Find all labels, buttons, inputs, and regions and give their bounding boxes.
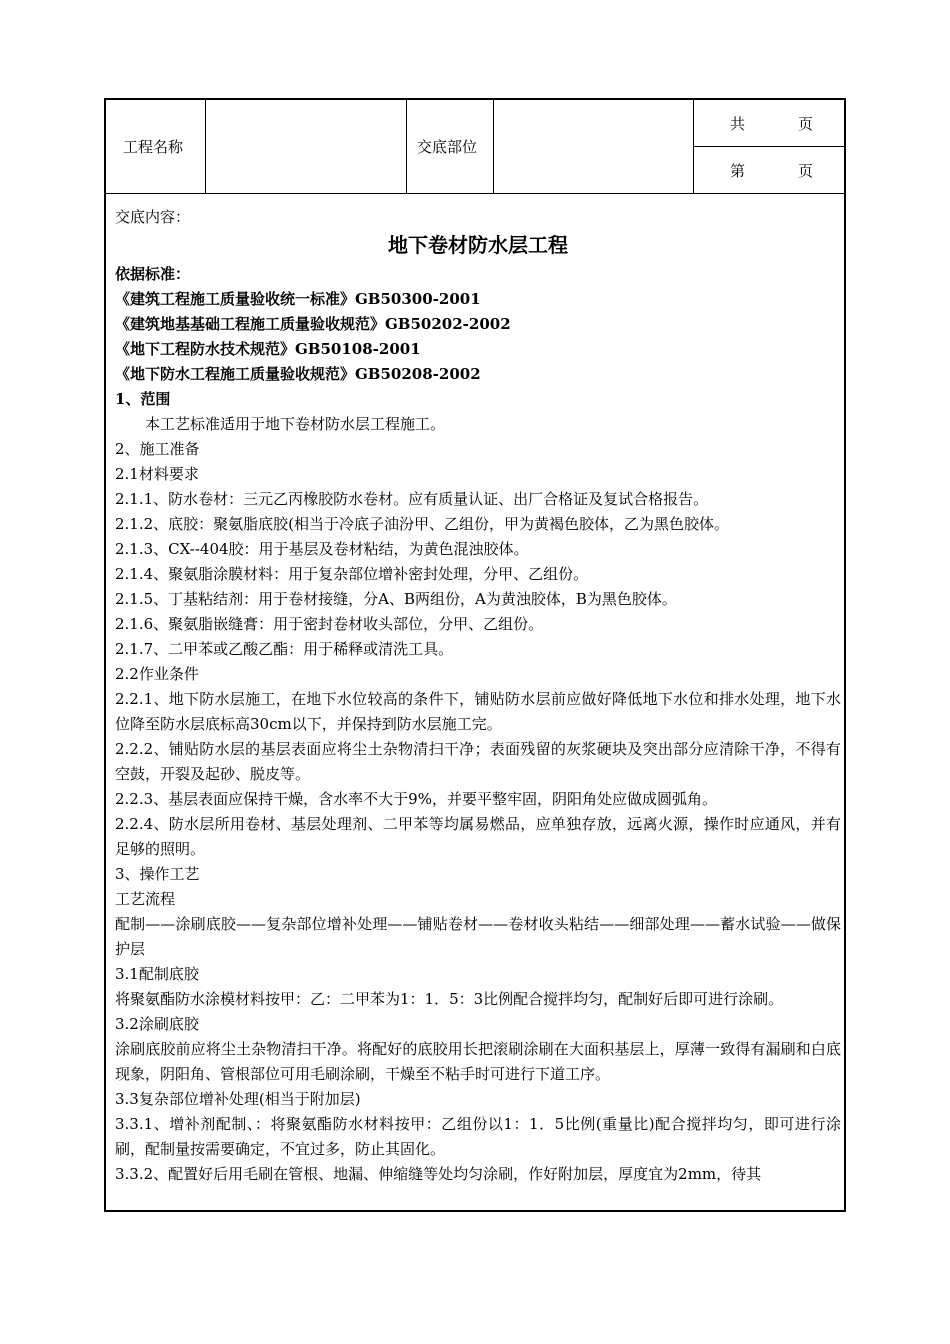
intro-label: 交底内容： [115, 208, 191, 226]
section-3-1-title: 3.1配制底胶 [115, 965, 199, 983]
condition-item: 2.2.3、基层表面应保持干燥，含水率不大于9%，并要平整牢固，阴阳角处应做成圆弧角。 [115, 790, 717, 808]
standard-item: 《地下防水工程施工质量验收规范》GB50208-2002 [115, 365, 481, 383]
section-3-1-text: 将聚氨酯防水涂模材料按甲：乙：二甲苯为1：1．5：3比例配合搅拌均匀，配制好后即可进行涂刷。 [115, 990, 784, 1008]
section-2-2-title: 2.2作业条件 [115, 665, 199, 683]
reinforce-item: 3.3.1、增补剂配制、：将聚氨酯防水材料按甲：乙组份以1：1．5比例(重量比)配合搅拌均匀，即可进行涂刷，配制量按需要确定，不宜过多，防止其固化。 [115, 1115, 841, 1158]
section-2-1-title: 2.1材料要求 [115, 465, 199, 483]
page-label: 第 [730, 161, 746, 180]
page-unit: 页 [798, 161, 814, 180]
condition-item: 2.2.1、地下防水层施工，在地下水位较高的条件下，铺贴防水层前应做好降低地下水位和排水处理，地下水位降至防水层底标高30cm以下，并保持到防水层施工完。 [115, 690, 841, 733]
document-title: 地下卷材防水层工程 [388, 233, 568, 257]
header-table [106, 100, 844, 194]
condition-item: 2.2.4、防水层所用卷材、基层处理剂、二甲苯等均属易燃品，应单独存放，远离火源，操作时应通风，并有足够的照明。 [115, 815, 841, 858]
location-label: 交底部位 [417, 138, 478, 156]
section-3-2-text: 涂刷底胶前应将尘土杂物清扫干净。将配好的底胶用长把滚刷涂刷在大面积基层上，厚薄一致得有漏刷和白底现象，阴阳角、管根部位可用毛刷涂刷，干燥至不粘手时可进行下道工序。 [115, 1040, 841, 1083]
flow-title: 工艺流程 [115, 890, 176, 908]
project-name-value [206, 100, 406, 193]
reinforce-item: 3.3.2、配置好后用毛刷在管根、地漏、伸缩缝等处均匀涂刷，作好附加层，厚度宜为2mm，待其 [115, 1165, 762, 1183]
section-2-title: 2、施工准备 [115, 440, 200, 458]
standard-item: 《建筑地基基础工程施工质量验收规范》GB50202-2002 [115, 315, 511, 333]
material-item: 2.1.4、聚氨脂涂膜材料：用于复杂部位增补密封处理，分甲、乙组份。 [115, 565, 589, 583]
material-item: 2.1.5、丁基粘结剂：用于卷材接缝，分A、B两组份，A为黄浊胶体，B为黑色胶体。 [115, 590, 677, 608]
material-item: 2.1.6、聚氨脂嵌缝膏：用于密封卷材收头部位，分甲、乙组份。 [115, 615, 544, 633]
total-label: 共 [730, 114, 746, 133]
material-item: 2.1.3、CX--404胶：用于基层及卷材粘结，为黄色混浊胶体。 [115, 540, 529, 558]
page-number-cell [694, 147, 844, 193]
project-name-label: 工程名称 [123, 138, 184, 156]
standards-label: 依据标准： [115, 265, 191, 283]
section-3-title: 3、操作工艺 [115, 865, 200, 883]
section-1-title: 1、范围 [115, 390, 171, 408]
content-body [115, 205, 841, 1187]
location-value [494, 100, 694, 193]
standard-item: 《地下工程防水技术规范》GB50108-2001 [115, 340, 421, 358]
standard-item: 《建筑工程施工质量验收统一标准》GB50300-2001 [115, 290, 481, 308]
material-item: 2.1.2、底胶：聚氨脂底胶(相当于冷底子油汾甲、乙组份，甲为黄褐色胶体，乙为黑色胶体。 [115, 515, 730, 533]
document-frame [104, 98, 846, 1212]
section-3-3-title: 3.3复杂部位增补处理(相当于附加层) [115, 1090, 361, 1108]
total-pages-cell [694, 100, 844, 146]
flow-text: 配制——涂刷底胶——复杂部位增补处理——铺贴卷材——卷材收头粘结——细部处理——蓄水试验——做保护层 [115, 915, 841, 958]
section-1-text: 本工艺标准适用于地下卷材防水层工程施工。 [145, 415, 446, 433]
material-item: 2.1.7、二甲苯或乙酸乙酯：用于稀释或清洗工具。 [115, 640, 454, 658]
material-item: 2.1.1、防水卷材：三元乙丙橡胶防水卷材。应有质量认证、出厂合格证及复试合格报告。 [115, 490, 709, 508]
section-3-2-title: 3.2涂刷底胶 [115, 1015, 199, 1033]
condition-item: 2.2.2、铺贴防水层的基层表面应将尘土杂物清扫干净；表面残留的灰浆硬块及突出部分应清除干净，不得有空鼓，开裂及起砂、脱皮等。 [115, 740, 841, 783]
total-unit: 页 [798, 114, 814, 133]
